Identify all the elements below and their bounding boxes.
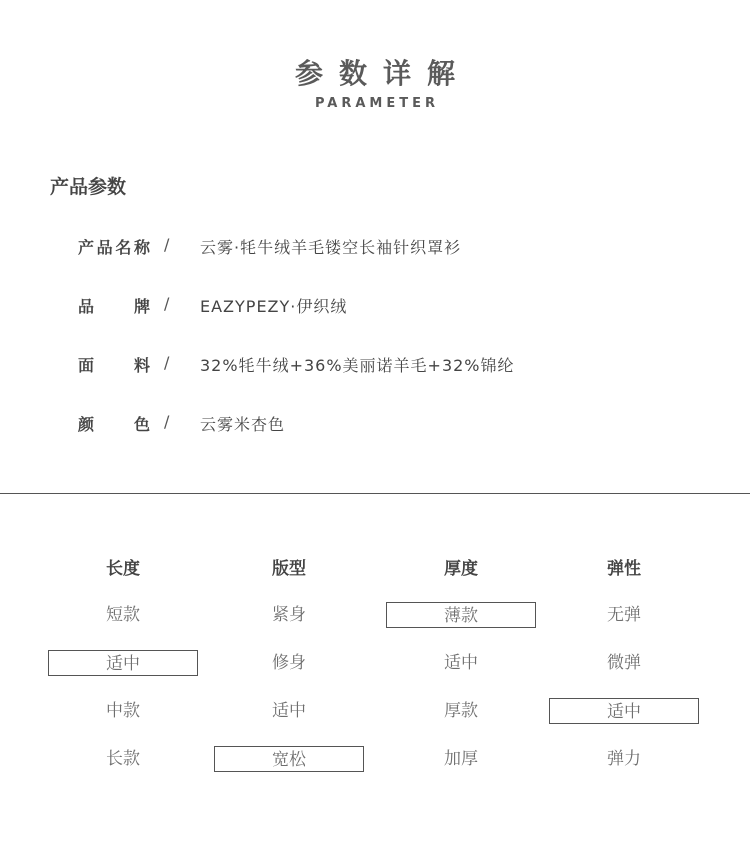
attribute-option: 中款 <box>106 701 140 721</box>
attribute-option: 厚款 <box>444 701 478 721</box>
attribute-option: 紧身 <box>272 605 306 625</box>
param-value: 云雾·牦牛绒羊毛镂空长袖针织罩衫 <box>200 238 462 257</box>
param-separator: / <box>164 353 170 372</box>
attribute-option: 加厚 <box>444 749 478 769</box>
attribute-header: 厚度 <box>444 559 478 579</box>
param-separator: / <box>164 235 170 254</box>
attribute-header: 弹性 <box>607 559 641 579</box>
param-value: 云雾米杏色 <box>200 415 286 434</box>
param-value: 32%牦牛绒+36%美丽诺羊毛+32%锦纶 <box>200 356 515 375</box>
attribute-option-selected: 宽松 <box>214 746 364 772</box>
attribute-option-selected: 适中 <box>549 698 699 724</box>
attribute-option: 适中 <box>444 653 478 673</box>
attribute-option-selected: 薄款 <box>386 602 536 628</box>
param-label: 品牌 <box>78 297 150 316</box>
page-subtitle: PARAMETER <box>314 96 440 111</box>
attribute-option: 短款 <box>106 605 140 625</box>
attribute-option: 长款 <box>106 749 140 769</box>
attribute-option: 微弹 <box>607 653 641 673</box>
attribute-option-selected: 适中 <box>48 650 198 676</box>
attribute-option: 修身 <box>272 653 306 673</box>
param-label: 颜色 <box>78 415 150 434</box>
param-label: 产品名称 <box>78 238 150 257</box>
attribute-header: 长度 <box>106 559 140 579</box>
attribute-option: 适中 <box>272 701 306 721</box>
param-separator: / <box>164 294 170 313</box>
param-separator: / <box>164 412 170 431</box>
attribute-option: 无弹 <box>607 605 641 625</box>
section-divider <box>0 493 750 494</box>
param-label: 面料 <box>78 356 150 375</box>
section-title: 产品参数 <box>50 176 127 198</box>
attribute-option: 弹力 <box>607 749 641 769</box>
page-title: 参数详解 <box>294 57 471 90</box>
param-value: EAZYPEZY·伊织绒 <box>200 297 348 316</box>
attribute-header: 版型 <box>272 559 306 579</box>
